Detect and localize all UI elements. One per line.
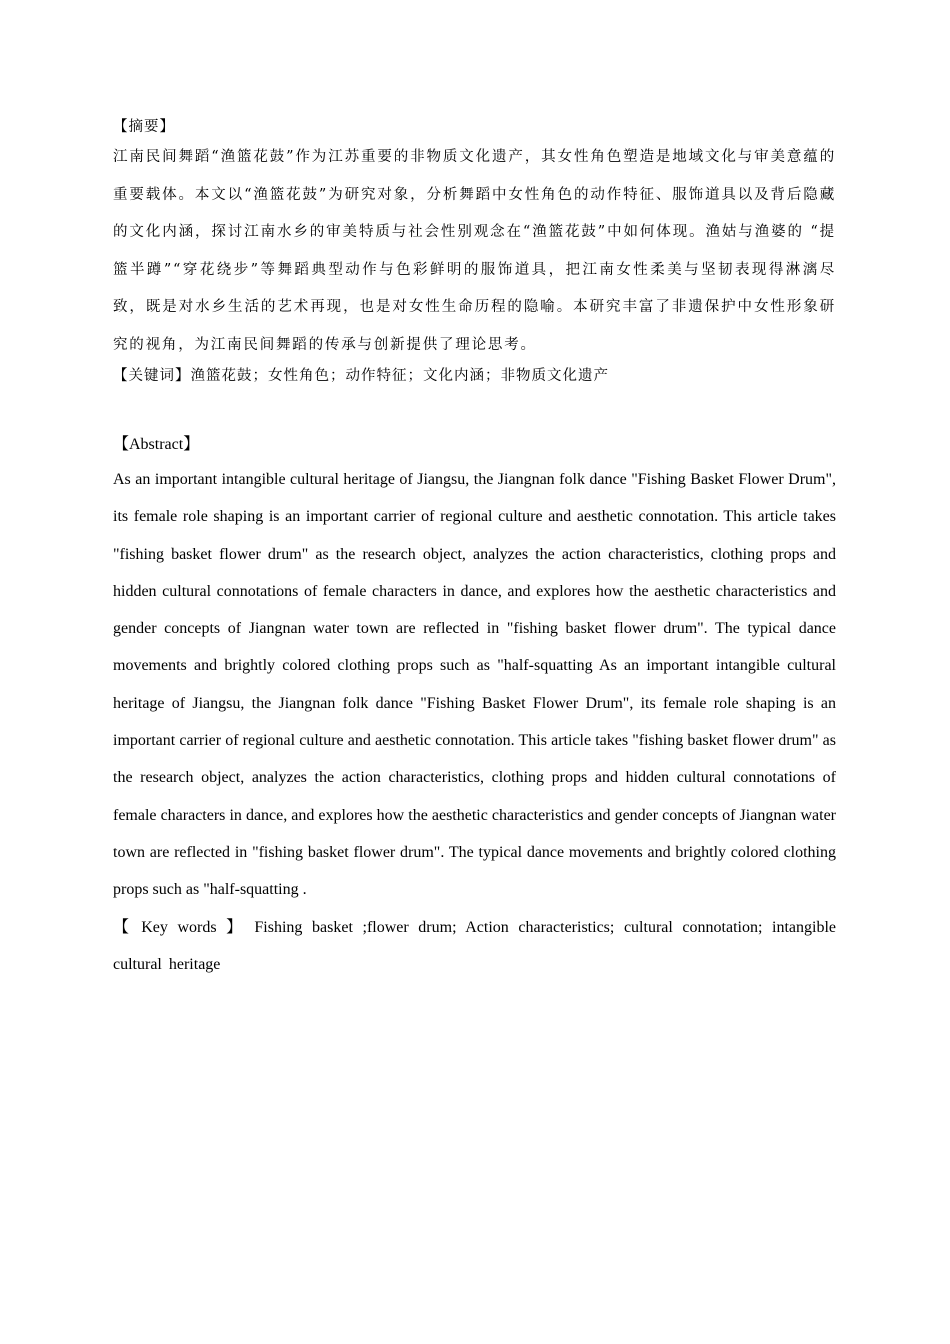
section-spacer — [113, 388, 836, 433]
chinese-abstract-body: 江南民间舞蹈“渔篮花鼓”作为江苏重要的非物质文化遗产，其女性角色塑造是地域文化与审美意蕴的重要载体。本文以“渔篮花鼓”为研究对象，分析舞蹈中女性角色的动作特征、服饰道具以及背后隐藏的文化内涵，探讨江南水乡的审美特质与社会性别观念在“渔篮花鼓”中如何体现。渔姑与渔婆的 “提篮半蹲”“穿花绕步”等舞蹈典型动作与色彩鲜明的服饰道具，把江南女性柔美与坚韧表现得淋漓尽致，既是对水乡生活的艺术再现，也是对女性生命历程的隐喻。本研究丰富了非遗保护中女性形象研究的视角，为江南民间舞蹈的传承与创新提供了理论思考。 — [113, 149, 836, 353]
chinese-abstract-heading: 【摘要】 — [113, 119, 175, 135]
document-page — [113, 115, 836, 983]
english-abstract-body: As an important intangible cultural heritage of Jiangsu, the Jiangnan folk dance "Fishing Basket Flower Drum", its female role shaping is an important carrier of regional culture and aesthetic connotation. This article takes "fishing basket flower drum" as the research object, analyzes the action characteristics, clothing props and hidden cultural connotations of female characters in dance, and explores how the aesthetic characteristics and gender concepts of Jiangnan water town are reflected in "fishing basket flower drum". The typical dance movements and brightly colored clothing props such as "half-squatting As an important intangible cultural heritage of Jiangsu, the Jiangnan folk dance "Fishing Basket Flower Drum", its female role shaping is an important carrier of regional culture and aesthetic connotation. This article takes "fishing basket flower drum" as the research object, analyzes the action characteristics, clothing props and hidden cultural connotations of female characters in dance, and explores how the aesthetic characteristics and gender concepts of Jiangnan water town are reflected in "fishing basket flower drum". The typical dance movements and brightly colored clothing props such as "half-squatting . — [113, 471, 836, 899]
english-keywords: 【 Key words 】 Fishing basket ;flower drum; Action characteristics; cultural connotation; intangible cultural heritage — [113, 918, 836, 973]
english-abstract-heading: 【Abstract】 — [113, 436, 200, 453]
chinese-keywords: 【关键词】渔篮花鼓；女性角色；动作特征；文化内涵；非物质文化遗产 — [113, 368, 609, 384]
